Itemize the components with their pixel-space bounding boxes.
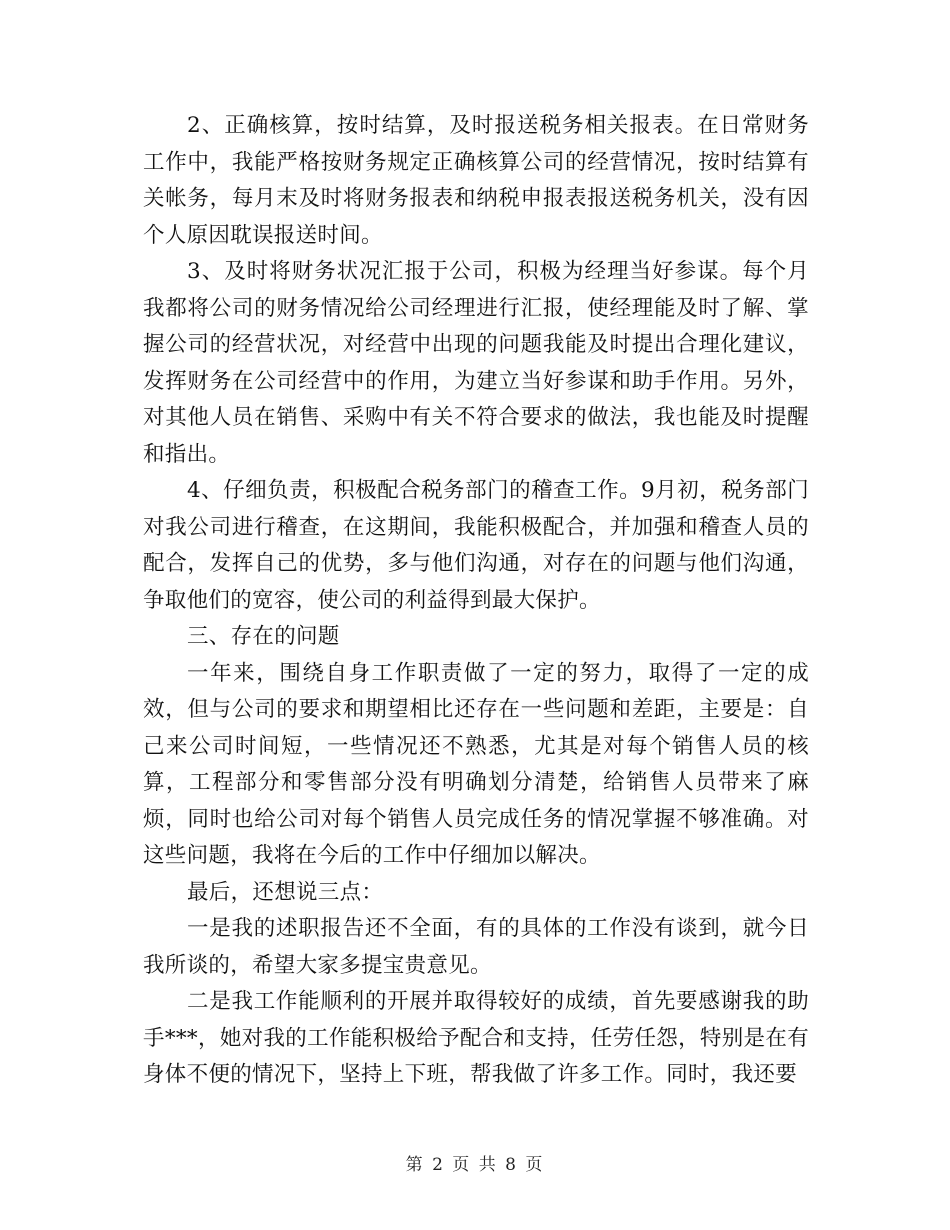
page-number-footer: 第 2 页 共 8 页 (405, 1155, 545, 1175)
document-body (143, 108, 809, 1094)
paragraph-item-2-accounting: 2、正确核算，按时结算，及时报送税务相关报表。在日常财务工作中，我能严格按财务规定正确核算公司的经营情况，按时结算有关帐务，每月末及时将财务报表和纳税申报表报送税务机关，没有因个人原因耽误报送时间。 (143, 113, 809, 248)
paragraph-point-one: 一是我的述职报告还不全面，有的具体的工作没有谈到，就今日我所谈的，希望大家多提宝贵意见。 (143, 916, 809, 978)
paragraph-closing-intro: 最后，还想说三点： (187, 879, 384, 905)
paragraph-item-3-reporting: 3、及时将财务状况汇报于公司，积极为经理当好参谋。每个月我都将公司的财务情况给公司经理进行汇报，使经理能及时了解、掌握公司的经营状况，对经营中出现的问题我能及时提出合理化建议，发挥财务在公司经营中的作用，为建立当好参谋和助手作用。另外，对其他人员在销售、采购中有关不符合要求的做法，我也能及时提醒和指出。 (143, 259, 809, 467)
paragraph-point-two: 二是我工作能顺利的开展并取得较好的成绩，首先要感谢我的助手***，她对我的工作能积极给予配合和支持，任劳任怨，特别是在有身体不便的情况下，坚持上下班，帮我做了许多工作。同时，我还要 (143, 989, 809, 1087)
paragraph-problems: 一年来，围绕自身工作职责做了一定的努力，取得了一定的成效，但与公司的要求和期望相比还存在一些问题和差距，主要是：自己来公司时间短，一些情况还不熟悉，尤其是对每个销售人员的核算，工程部分和零售部分没有明确划分清楚，给销售人员带来了麻烦，同时也给公司对每个销售人员完成任务的情况掌握不够准确。对这些问题，我将在今后的工作中仔细加以解决。 (143, 660, 809, 868)
paragraph-item-4-audit: 4、仔细负责，积极配合税务部门的稽查工作。9月初，税务部门对我公司进行稽查，在这期间，我能积极配合，并加强和稽查人员的配合，发挥自己的优势，多与他们沟通，对存在的问题与他们沟通，争取他们的宽容，使公司的利益得到最大保护。 (143, 478, 809, 613)
section-heading-problems: 三、存在的问题 (187, 624, 340, 649)
